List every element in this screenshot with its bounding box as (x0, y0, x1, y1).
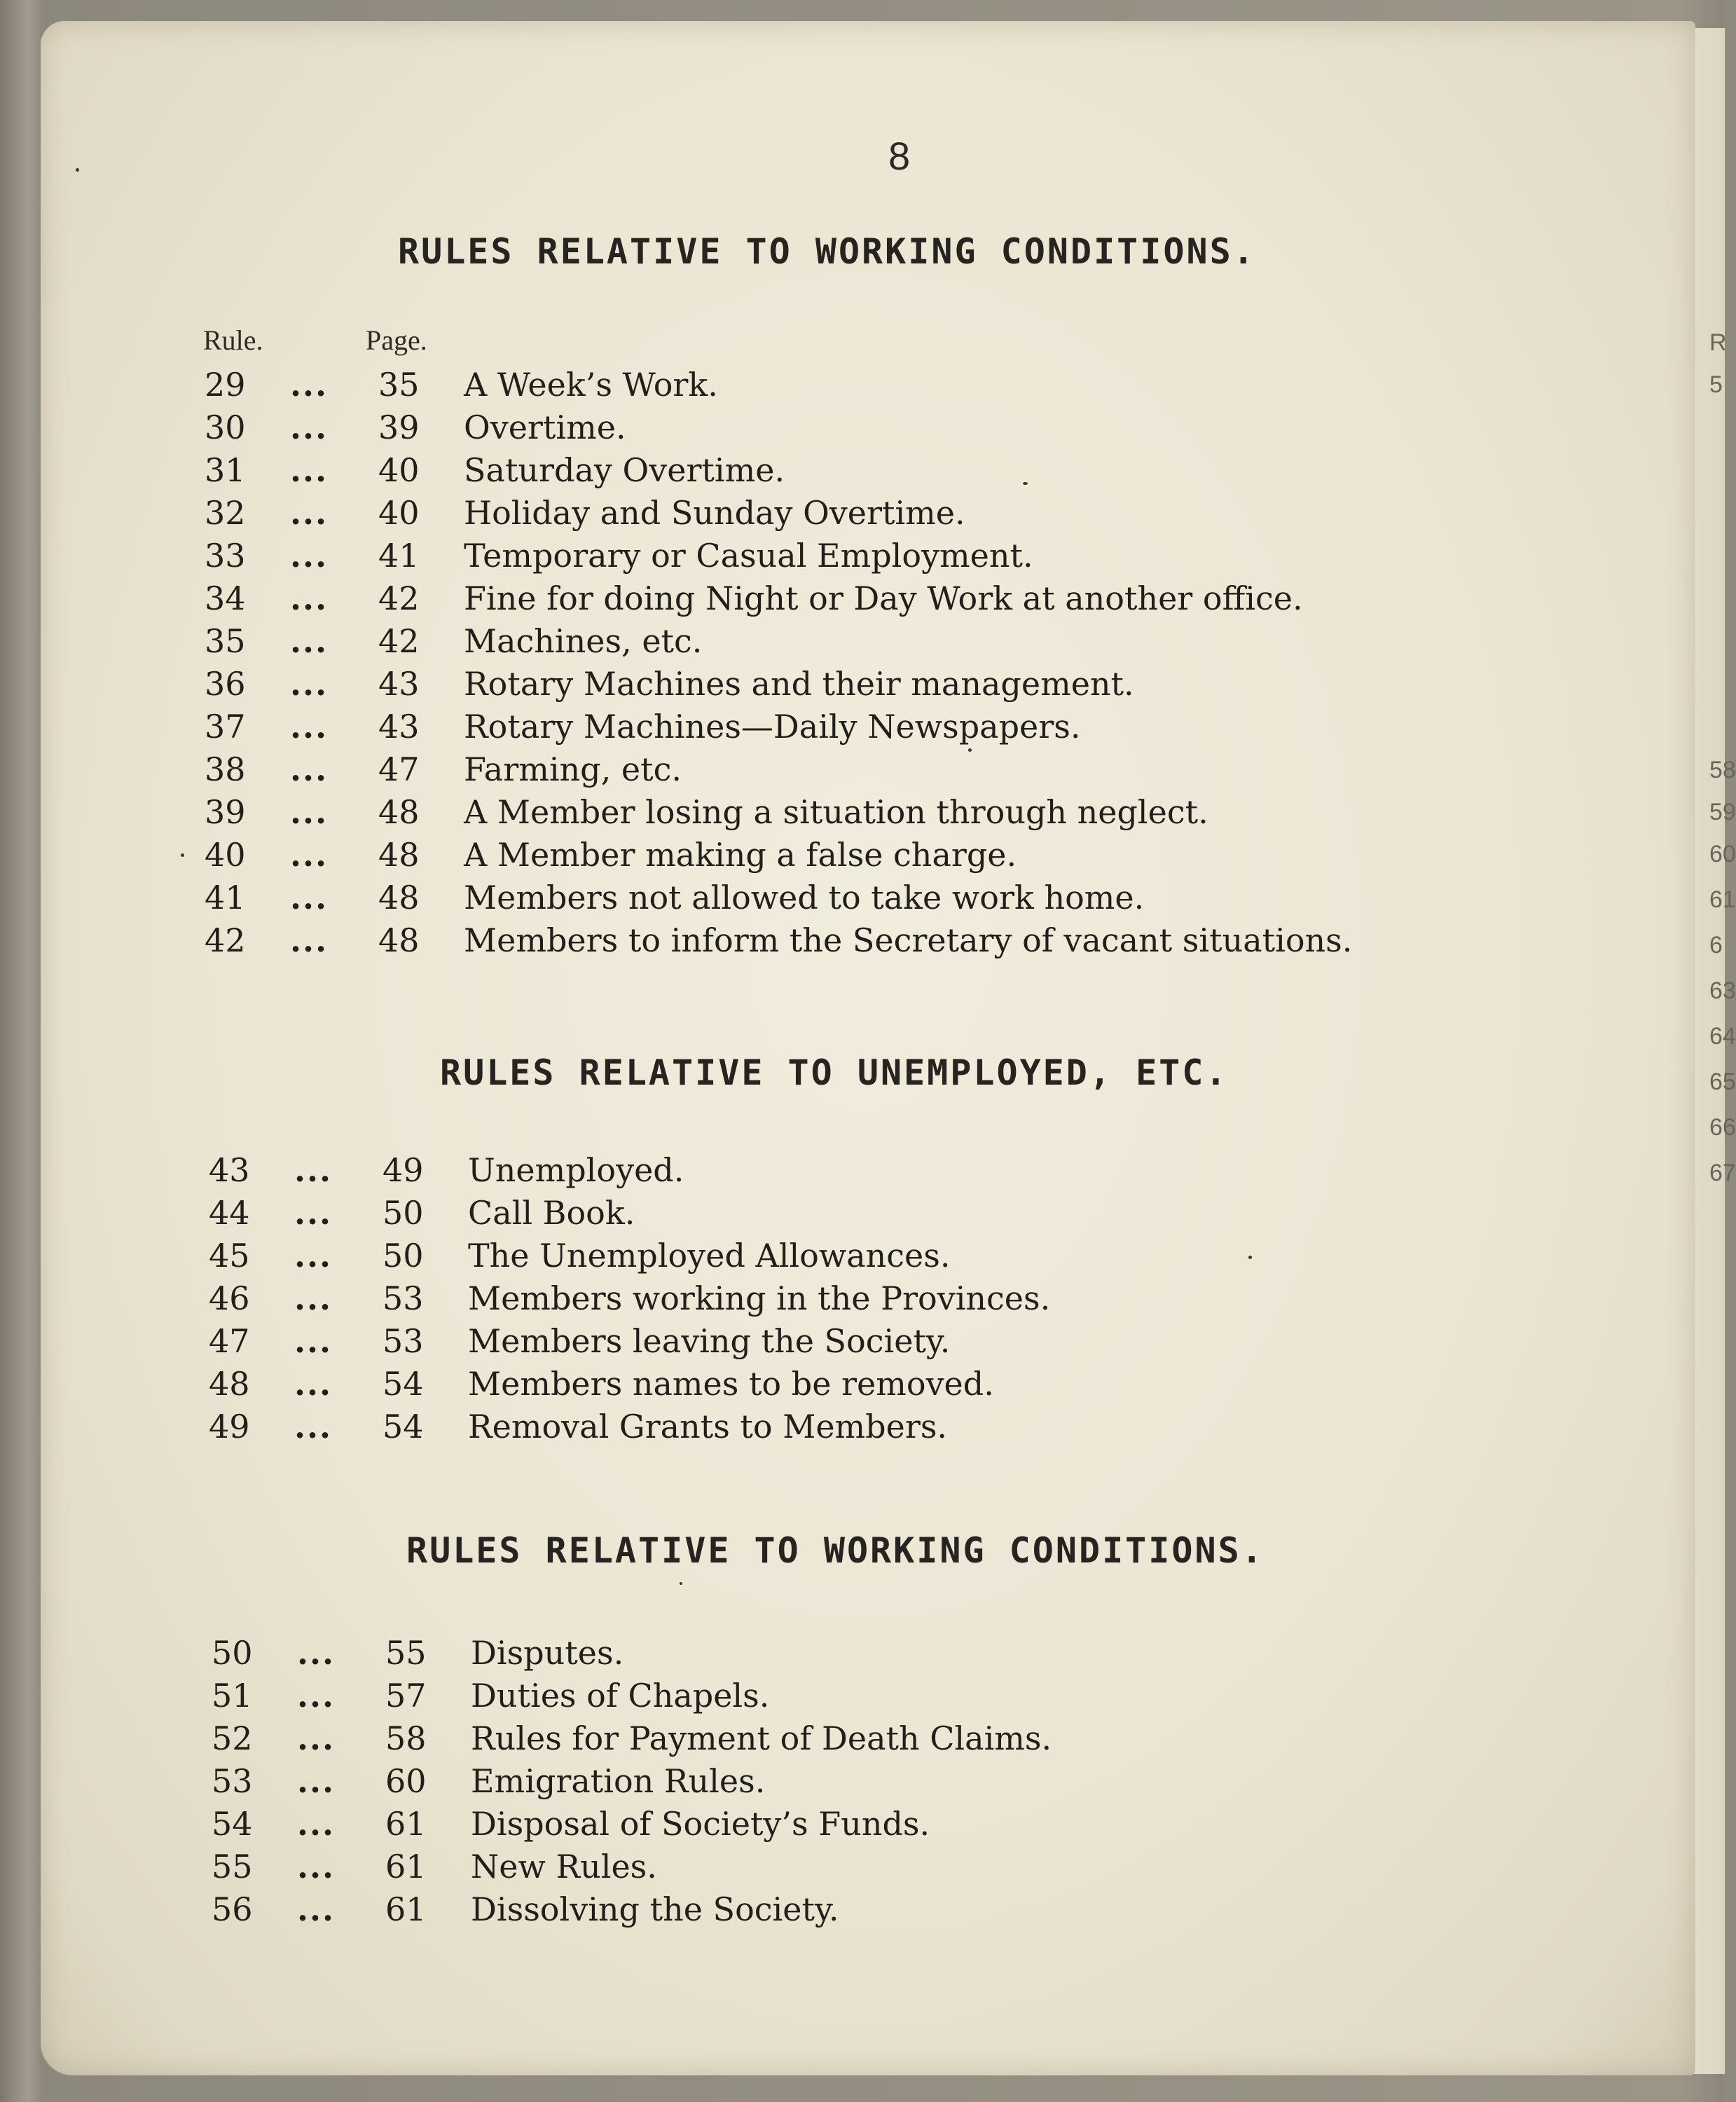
leader-dots: ... (290, 622, 329, 660)
page-reference: 42 (378, 622, 420, 660)
index-entry (212, 1762, 1613, 1804)
page-column-header: Page. (366, 324, 427, 356)
page-reference: 55 (385, 1634, 427, 1672)
adjacent-page-glyph: 58 (1709, 757, 1736, 783)
entry-title: Disputes. (471, 1634, 624, 1672)
leader-dots: ... (297, 1805, 336, 1843)
index-entry (209, 1151, 1610, 1193)
page-reference: 53 (383, 1322, 424, 1360)
page-reference: 40 (378, 451, 420, 489)
leader-dots: ... (297, 1848, 336, 1885)
index-entry (212, 1634, 1613, 1676)
entry-title: Overtime. (464, 408, 626, 446)
rule-number: 42 (205, 921, 246, 959)
leader-dots: ... (294, 1194, 333, 1232)
adjacent-page-glyph: 65 (1709, 1069, 1736, 1095)
page-reference: 48 (378, 921, 420, 959)
entry-title: Duties of Chapels. (471, 1677, 770, 1715)
page-reference: 48 (378, 793, 420, 831)
leader-dots: ... (290, 921, 329, 959)
leader-dots: ... (290, 579, 329, 617)
page-reference: 54 (383, 1365, 424, 1403)
index-entry (205, 879, 1606, 921)
leader-dots: ... (290, 836, 329, 874)
entry-title: Dissolving the Society. (471, 1890, 839, 1928)
entry-title: A Member making a false charge. (464, 836, 1017, 874)
entry-title: Rotary Machines and their management. (464, 665, 1134, 703)
index-entry (212, 1890, 1613, 1932)
rule-number: 43 (209, 1151, 250, 1189)
section-heading-unemployed: RULES RELATIVE TO UNEMPLOYED, ETC. (440, 1052, 1229, 1093)
entry-title: The Unemployed Allowances. (468, 1237, 951, 1275)
index-entry (205, 408, 1606, 451)
entry-title: Unemployed. (468, 1151, 684, 1189)
section-heading-working-conditions-2: RULES RELATIVE TO WORKING CONDITIONS. (406, 1530, 1265, 1571)
entry-title: Disposal of Society’s Funds. (471, 1805, 930, 1843)
entry-title: Emigration Rules. (471, 1762, 766, 1800)
index-entry (209, 1194, 1610, 1236)
rule-number: 33 (205, 537, 246, 575)
adjacent-page-glyph: 60 (1709, 841, 1736, 867)
index-entry (209, 1322, 1610, 1364)
index-entry (209, 1408, 1610, 1450)
adjacent-page-glyph: 5 (1709, 371, 1723, 398)
index-entry (205, 665, 1606, 707)
index-entry (205, 622, 1606, 664)
index-entry (212, 1677, 1613, 1719)
leader-dots: ... (290, 750, 329, 788)
leader-dots: ... (297, 1762, 336, 1800)
index-entry (205, 366, 1606, 408)
entry-title: A Week’s Work. (464, 366, 718, 404)
adjacent-page-glyph: 63 (1709, 977, 1736, 1004)
rule-number: 55 (212, 1848, 253, 1885)
rule-number: 44 (209, 1194, 250, 1232)
rule-number: 39 (205, 793, 246, 831)
rule-number: 49 (209, 1408, 250, 1445)
page-reference: 40 (378, 494, 420, 532)
entry-title: Members leaving the Society. (468, 1322, 951, 1360)
page-reference: 53 (383, 1279, 424, 1317)
index-entry (205, 836, 1606, 878)
rule-number: 46 (209, 1279, 250, 1317)
rule-number: 29 (205, 366, 246, 404)
rule-number: 34 (205, 579, 246, 617)
leader-dots: ... (297, 1719, 336, 1757)
page-reference: 57 (385, 1677, 427, 1715)
leader-dots: ... (294, 1151, 333, 1189)
rule-number: 30 (205, 408, 246, 446)
leader-dots: ... (297, 1890, 336, 1928)
entry-title: Temporary or Casual Employment. (464, 537, 1033, 575)
index-entry (205, 921, 1606, 963)
leader-dots: ... (290, 708, 329, 746)
entry-title: New Rules. (471, 1848, 657, 1885)
page-reference: 61 (385, 1848, 427, 1885)
index-entry (209, 1237, 1610, 1279)
entry-title: A Member losing a situation through neglect. (464, 793, 1208, 831)
leader-dots: ... (294, 1365, 333, 1403)
index-entry (212, 1805, 1613, 1847)
rule-number: 37 (205, 708, 246, 746)
adjacent-page-glyph: 59 (1709, 799, 1736, 825)
index-entry (209, 1365, 1610, 1407)
leader-dots: ... (290, 494, 329, 532)
adjacent-page-glyph: 67 (1709, 1160, 1736, 1186)
adjacent-page-glyph: R (1709, 329, 1727, 356)
entry-title: Fine for doing Night or Day Work at another office. (464, 579, 1303, 617)
rule-number: 53 (212, 1762, 253, 1800)
rule-number: 56 (212, 1890, 253, 1928)
page-reference: 61 (385, 1890, 427, 1928)
rule-number: 35 (205, 622, 246, 660)
rule-number: 31 (205, 451, 246, 489)
leader-dots: ... (294, 1322, 333, 1360)
rule-number: 41 (205, 879, 246, 916)
leader-dots: ... (290, 793, 329, 831)
entry-title: Saturday Overtime. (464, 451, 785, 489)
page-reference: 47 (378, 750, 420, 788)
entry-title: Farming, etc. (464, 750, 682, 788)
page-reference: 43 (378, 665, 420, 703)
entry-title: Members names to be removed. (468, 1365, 994, 1403)
adjacent-page-glyph: 61 (1709, 886, 1736, 913)
entry-title: Rules for Payment of Death Claims. (471, 1719, 1052, 1757)
leader-dots: ... (294, 1279, 333, 1317)
page-reference: 48 (378, 879, 420, 916)
adjacent-page-glyph: 66 (1709, 1114, 1736, 1141)
leader-dots: ... (290, 408, 329, 446)
leader-dots: ... (294, 1408, 333, 1445)
entry-title: Removal Grants to Members. (468, 1408, 948, 1445)
entry-title: Machines, etc. (464, 622, 703, 660)
page-reference: 54 (383, 1408, 424, 1445)
index-entry (212, 1719, 1613, 1761)
index-entry (205, 793, 1606, 835)
page-reference: 50 (383, 1194, 424, 1232)
index-entry (205, 750, 1606, 792)
leader-dots: ... (297, 1677, 336, 1715)
paper-speck (680, 1582, 682, 1585)
leader-dots: ... (290, 665, 329, 703)
rule-number: 52 (212, 1719, 253, 1757)
index-entry (205, 579, 1606, 621)
entry-title: Rotary Machines—Daily Newspapers. (464, 708, 1081, 746)
leader-dots: ... (290, 451, 329, 489)
rule-number: 50 (212, 1634, 253, 1672)
rule-number: 38 (205, 750, 246, 788)
rule-number: 36 (205, 665, 246, 703)
page-reference: 49 (383, 1151, 424, 1189)
page-reference: 48 (378, 836, 420, 874)
index-entry (205, 537, 1606, 579)
section-heading-working-conditions: RULES RELATIVE TO WORKING CONDITIONS. (398, 231, 1256, 272)
entry-title: Call Book. (468, 1194, 635, 1232)
rule-number: 32 (205, 494, 246, 532)
page-reference: 58 (385, 1719, 427, 1757)
rule-number: 47 (209, 1322, 250, 1360)
leader-dots: ... (294, 1237, 333, 1275)
page-reference: 41 (378, 537, 420, 575)
rule-column-header: Rule. (203, 324, 263, 356)
leader-dots: ... (290, 366, 329, 404)
page-reference: 42 (378, 579, 420, 617)
index-entry (205, 494, 1606, 536)
index-entry (212, 1848, 1613, 1890)
entry-title: Members to inform the Secretary of vacant situations. (464, 921, 1353, 959)
leader-dots: ... (290, 879, 329, 916)
index-entry (205, 451, 1606, 493)
adjacent-page-glyph: 64 (1709, 1023, 1736, 1050)
entry-title: Members not allowed to take work home. (464, 879, 1145, 916)
entry-title: Members working in the Provinces. (468, 1279, 1051, 1317)
page-reference: 60 (385, 1762, 427, 1800)
page-reference: 61 (385, 1805, 427, 1843)
rule-number: 45 (209, 1237, 250, 1275)
paper-speck (181, 853, 184, 857)
page-number: 8 (888, 134, 911, 178)
rule-number: 54 (212, 1805, 253, 1843)
adjacent-page-glyph: 6 (1709, 932, 1723, 959)
page-reference: 50 (383, 1237, 424, 1275)
page-reference: 35 (378, 366, 420, 404)
rule-number: 48 (209, 1365, 250, 1403)
index-entry (209, 1279, 1610, 1321)
page-reference: 43 (378, 708, 420, 746)
leader-dots: ... (297, 1634, 336, 1672)
entry-title: Holiday and Sunday Overtime. (464, 494, 965, 532)
leader-dots: ... (290, 537, 329, 575)
rule-number: 40 (205, 836, 246, 874)
rule-number: 51 (212, 1677, 253, 1715)
paper-speck (76, 168, 79, 172)
page-reference: 39 (378, 408, 420, 446)
index-entry (205, 708, 1606, 750)
